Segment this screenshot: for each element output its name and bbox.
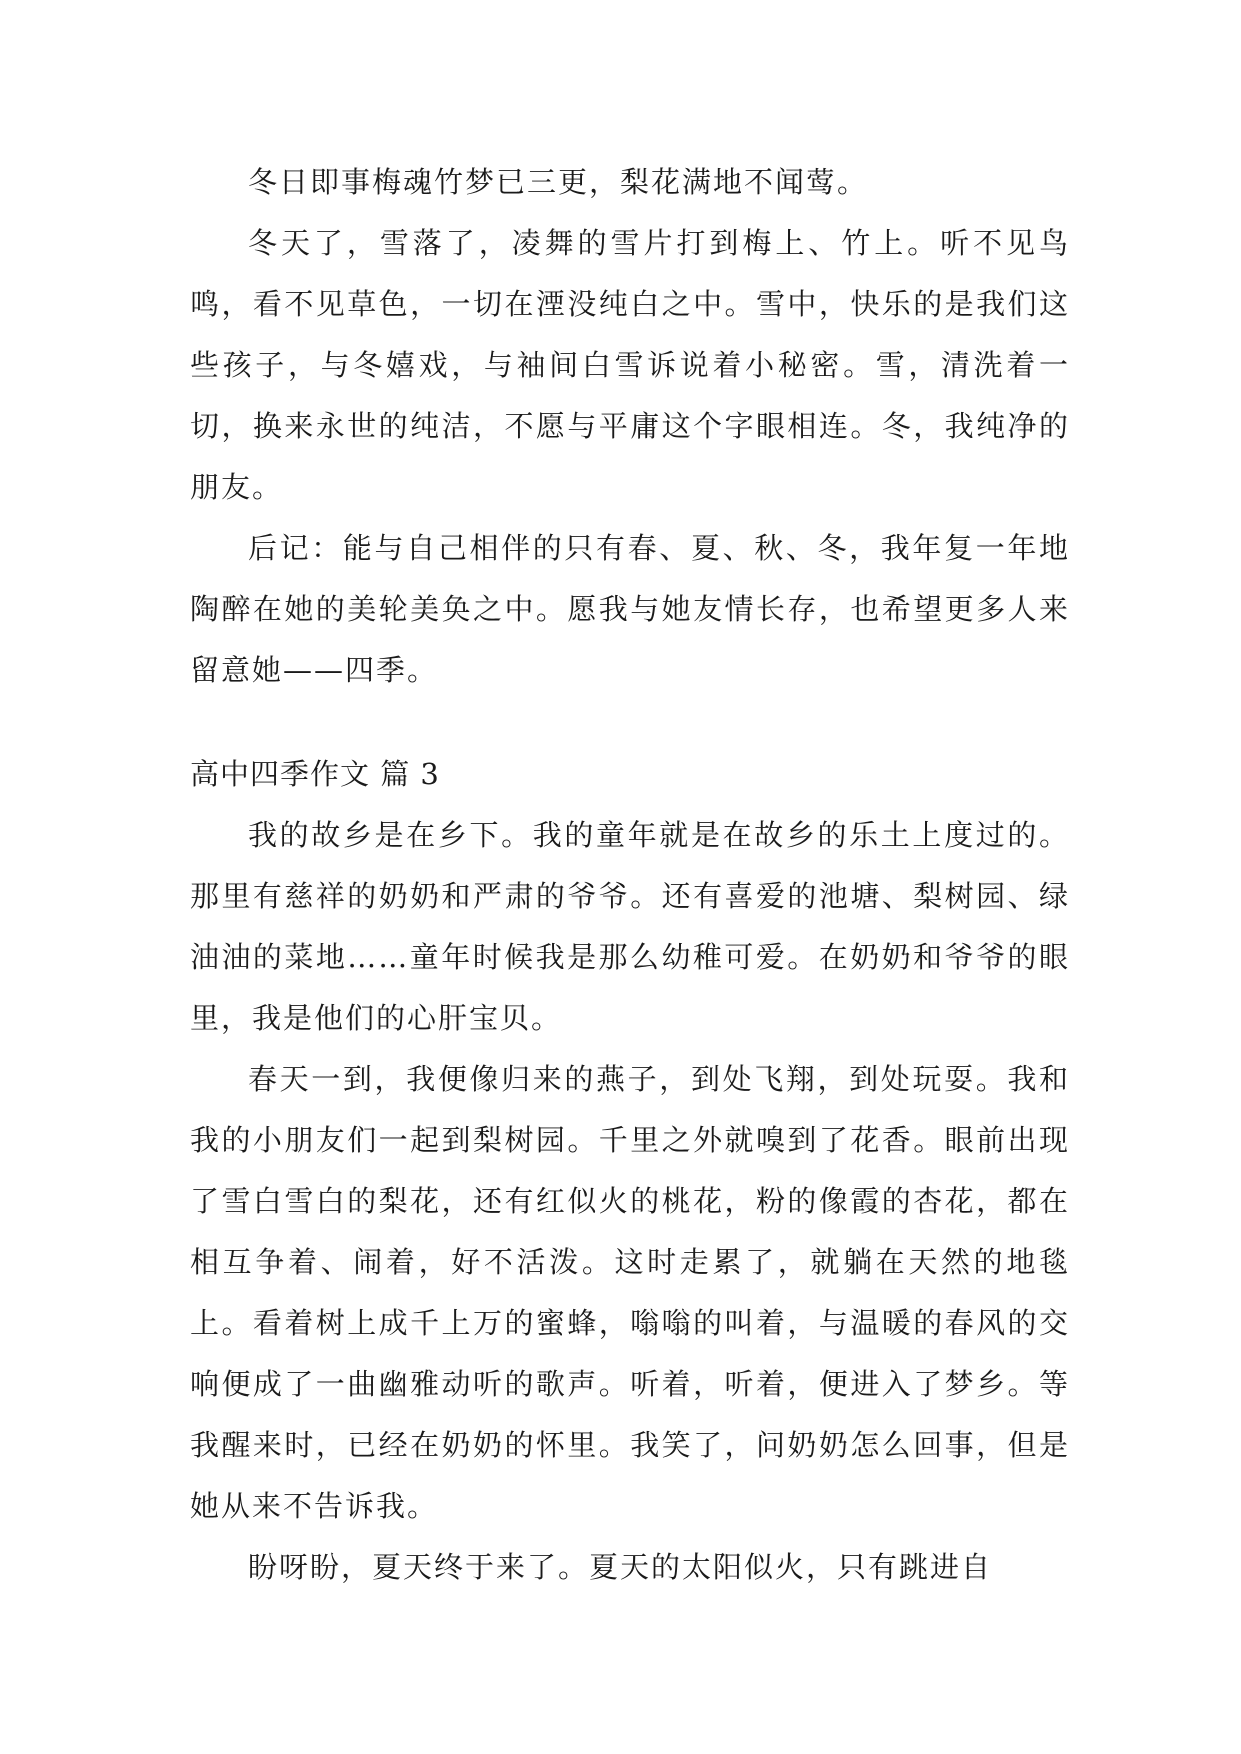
paragraph-hometown: 我的故乡是在乡下。我的童年就是在故乡的乐土上度过的。那里有慈祥的奶奶和严肃的爷爷。还有喜爱的池塘、梨树园、绿油油的菜地……童年时候我是那么幼稚可爱。在奶奶和爷爷的眼里，我是他们的心肝宝贝。 bbox=[190, 818, 1070, 1035]
paragraph-afterword: 后记：能与自己相伴的只有春、夏、秋、冬，我年复一年地陶醉在她的美轮美奂之中。愿我与她友情长存，也希望更多人来留意她——四季。 bbox=[190, 531, 1070, 687]
section-heading: 高中四季作文 篇 3 bbox=[190, 757, 440, 791]
section-2 bbox=[190, 744, 1070, 1598]
paragraph-spring: 春天一到，我便像归来的燕子，到处飞翔，到处玩耍。我和我的小朋友们一起到梨树园。千里之外就嗅到了花香。眼前出现了雪白雪白的梨花，还有红似火的桃花，粉的像霞的杏花，都在相互争着、闹着，好不活泼。这时走累了，就躺在天然的地毯上。看着树上成千上万的蜜蜂，嗡嗡的叫着，与温暖的春风的交响便成了一曲幽雅动听的歌声。听着，听着，便进入了梦乡。等我醒来时，已经在奶奶的怀里。我笑了，问奶奶怎么回事，但是她从来不告诉我。 bbox=[190, 1062, 1070, 1523]
paragraph-winter-body: 冬天了，雪落了，凌舞的雪片打到梅上、竹上。听不见鸟鸣，看不见草色，一切在湮没纯白之中。雪中，快乐的是我们这些孩子，与冬嬉戏，与袖间白雪诉说着小秘密。雪，清洗着一切，换来永世的纯洁，不愿与平庸这个字眼相连。冬，我纯净的朋友。 bbox=[190, 226, 1070, 504]
paragraph-winter-title: 冬日即事梅魂竹梦已三更，梨花满地不闻莺。 bbox=[248, 165, 869, 199]
paragraph-summer: 盼呀盼，夏天终于来了。夏天的太阳似火，只有跳进自 bbox=[248, 1550, 993, 1584]
section-1 bbox=[190, 152, 1070, 701]
